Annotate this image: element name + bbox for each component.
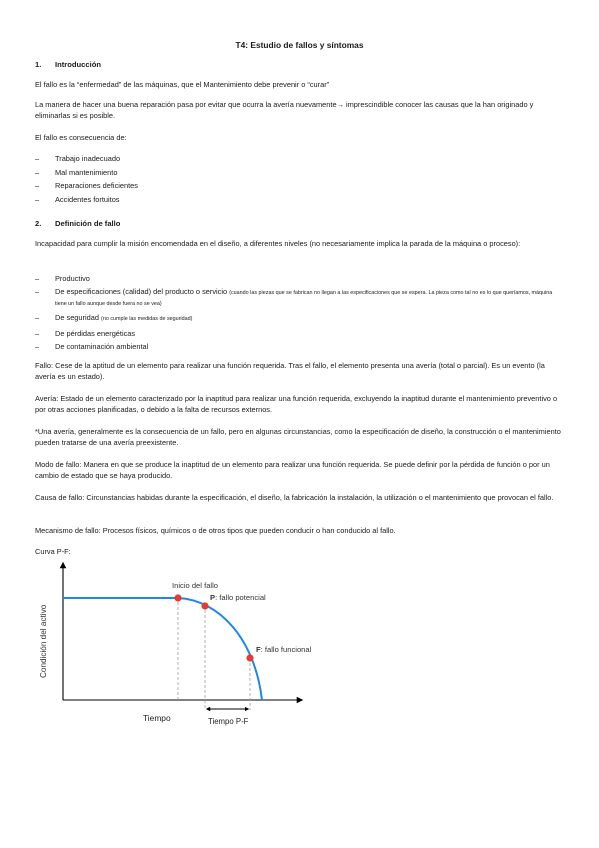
- list-item: – Trabajo inadecuado: [35, 154, 121, 163]
- label-inicio-del-fallo: Inicio del fallo: [172, 581, 219, 590]
- list-item: – Mal mantenimiento: [35, 167, 118, 177]
- pf-interval-label: Tiempo P-F: [208, 717, 249, 726]
- section-title: Definición de fallo: [55, 219, 121, 228]
- list-item: – Productivo: [35, 274, 90, 283]
- section-number: 2.: [35, 219, 42, 228]
- section-heading-definicion: [35, 219, 120, 228]
- label-p-fallo-potencial: P: fallo potencial: [210, 593, 266, 602]
- fallo-definition: Fallo: Cese de la aptitud de un elemento para realizar una función requerida. Tras el fallo, el elemento presenta una avería (total o parcial). Es un evento (la avería es un estado).: [35, 361, 545, 381]
- level-note: (cuando las piezas que se fabrican no llegan a las especificaciones que se espera. La pieza como tal no es lo que queríamos, máquina tiene un fallo aunque desde fuera no se vea): [55, 289, 553, 308]
- pf-curve-figure: [30, 560, 330, 740]
- intro-paragraph-2: La manera de hacer una buena reparación pasa por evitar que ocurra la avería nuevamente→ imprescindible conocer las causas que la han originado y eliminarlas si es posible.: [35, 100, 534, 120]
- y-axis-label: Condición del activo: [39, 604, 48, 678]
- point-f-fallo-funcional: [246, 654, 253, 661]
- section-title: Introducción: [55, 60, 101, 69]
- intro-paragraph-1: El fallo es la “enfermedad” de las máquinas, que el Mantenimiento debe prevenir o “curar”: [35, 80, 330, 89]
- causa-de-fallo: Causa de fallo: Circunstancias habidas durante la especificación, el diseño, la fabricación la instalación, la utilización o el mantenimiento que provocan el fallo.: [35, 493, 554, 502]
- definition-paragraph: Incapacidad para cumplir la misión encomendada en el diseño, a diferentes niveles (no necesariamente implica la parada de la máquina o proceso):: [35, 239, 521, 248]
- section-heading-introduccion: [35, 60, 101, 69]
- list-item: – Accidentes fortuitos: [35, 194, 120, 204]
- averia-note: *Una avería, generalmente es la consecuencia de un fallo, pero en algunas circunstancias, como la especificación de diseño, la construcción o el mantenimiento pueden tratarse de una avería preexistente.: [35, 427, 561, 447]
- modo-de-fallo: Modo de fallo: Manera en que se produce la inaptitud de un elemento para realizar una función requerida. Se puede definir por la pérdida de función o por un cambio de estado que se haya producido.: [35, 460, 550, 480]
- intro-paragraph-3: El fallo es consecuencia de:: [35, 133, 127, 142]
- point-inicio-del-fallo: [174, 594, 181, 601]
- pf-curve: [63, 598, 262, 700]
- list-item: – De seguridad (no cumple las medidas de seguridad): [35, 313, 193, 323]
- list-item: – De especificaciones (calidad) del producto o servicio (cuando las piezas que se fabrican no llegan a las especificaciones que se espera. La pieza como tal no es lo que queríamos, máquina tiene un fallo aunque desde fuera no se vea): [35, 286, 553, 308]
- section-number: 1.: [35, 60, 42, 69]
- levels-list: [35, 273, 565, 355]
- averia-definition: Avería: Estado de un elemento caracterizado por la inaptitud para realizar una función requerida, excluyendo la inaptitud durante el mantenimiento preventivo o por otras acciones planificadas, o debido a la falta de recursos externos.: [35, 394, 558, 414]
- causes-list: [35, 153, 565, 207]
- page-title: T4: Estudio de fallos y síntomas: [235, 40, 364, 50]
- point-p-fallo-potencial: [201, 602, 208, 609]
- list-item: – De contaminación ambiental: [35, 342, 149, 352]
- curva-pf-label: Curva P-F:: [35, 547, 71, 556]
- list-item: – Reparaciones deficientes: [35, 181, 138, 191]
- list-item: – De pérdidas energéticas: [35, 328, 136, 338]
- level-note: (no cumple las medidas de seguridad): [101, 316, 193, 323]
- x-axis-label: Tiempo: [143, 713, 171, 723]
- mecanismo-de-fallo: Mecanismo de fallo: Procesos físicos, químicos o de otros tipos que pueden conducir o han conducido al fallo.: [35, 526, 396, 535]
- label-f-fallo-funcional: F: fallo funcional: [256, 645, 312, 654]
